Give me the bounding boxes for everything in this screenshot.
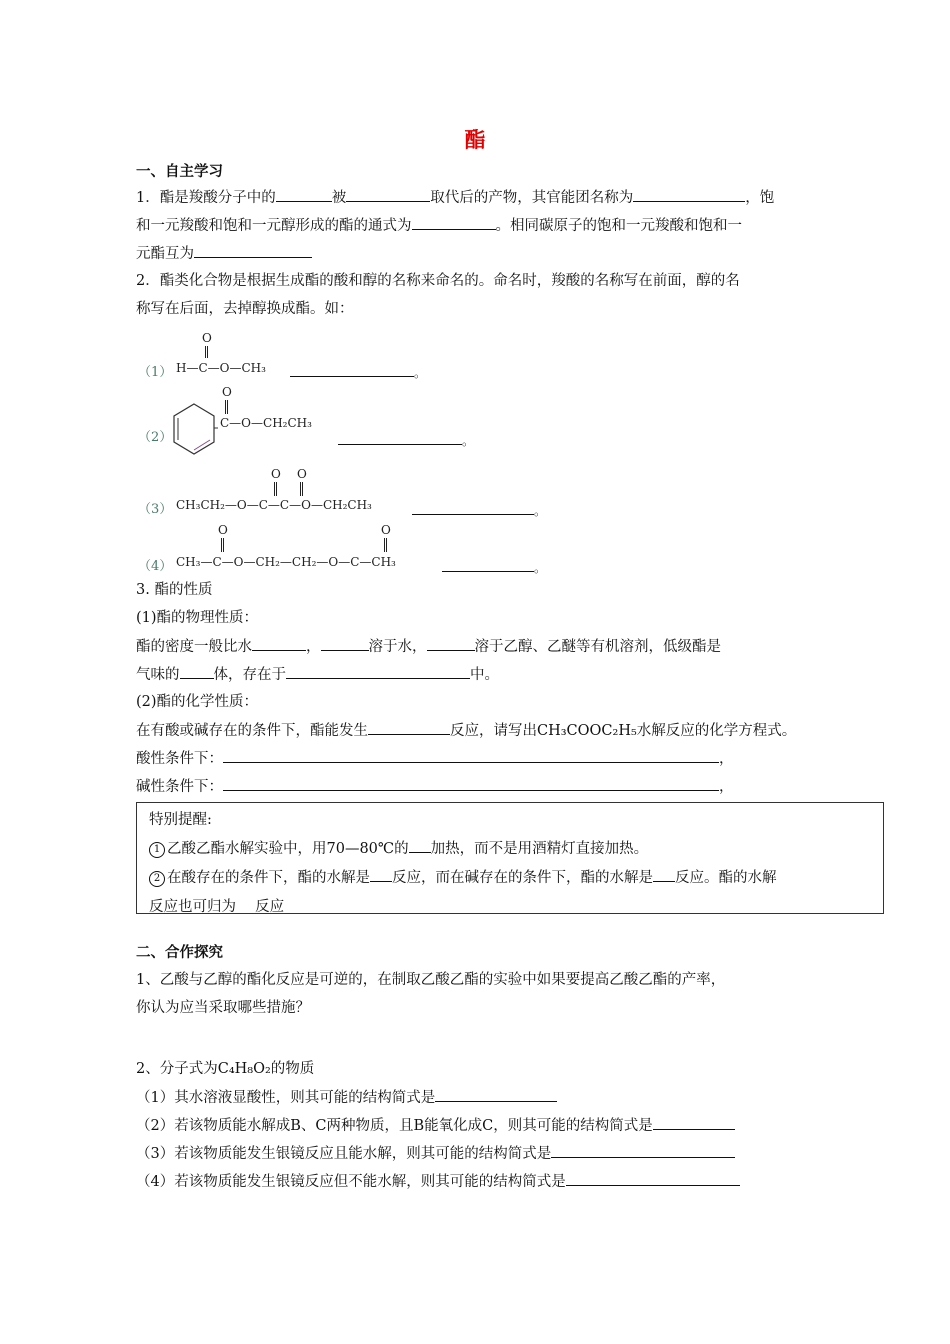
blank[interactable] — [180, 664, 214, 679]
double-bond — [223, 538, 224, 552]
page-title: 酯 — [464, 127, 486, 152]
circle-number-icon: 2 — [149, 871, 165, 887]
blank[interactable] — [346, 187, 430, 202]
blank[interactable] — [412, 215, 496, 230]
double-bond — [207, 346, 208, 358]
benzene-ring-icon — [170, 400, 218, 462]
item-label: （3） — [138, 502, 173, 517]
blank[interactable] — [435, 1087, 557, 1102]
blank[interactable] — [370, 867, 392, 882]
blank[interactable] — [286, 664, 470, 679]
sec2-q1-line1: 1、乙酸与乙醇的酯化反应是可逆的，在制取乙酸乙酯的实验中如果要提高乙酸乙酯的产率， — [136, 972, 726, 988]
sec2-q2: 2、分子式为C₄H₈O₂的物质 — [136, 1061, 315, 1077]
blank[interactable] — [653, 867, 675, 882]
chemical-line1: 在有酸或碱存在的条件下，酯能发生 反应，请写出CH₃COOC₂H₅水解反应的化学方程式。 — [136, 720, 796, 741]
physical-properties-label: (1)酯的物理性质： — [136, 610, 259, 626]
structure-formula-4: CH₃—C—O—CH₂—CH₂—O—C—CH₃ — [176, 555, 396, 569]
blank[interactable] — [633, 187, 745, 202]
circle-number-icon: 1 — [149, 842, 165, 858]
section-heading-1: 一、自主学习 — [136, 163, 223, 180]
double-bond — [386, 538, 387, 552]
q1-line3: 元酯互为 — [136, 243, 312, 264]
q3-heading: 3. 酯的性质 — [136, 582, 213, 598]
double-bond — [384, 538, 385, 552]
answer-line-4[interactable]: 。 — [442, 557, 546, 576]
blank[interactable] — [566, 1171, 740, 1186]
sec2-q1-line2: 你认为应当采取哪些措施？ — [136, 1000, 310, 1016]
double-bond — [276, 482, 277, 496]
carbonyl-oxygen: O — [222, 385, 232, 399]
q1-line2: 和一元羧酸和饱和一元醇形成的酯的通式为 。相同碳原子的饱和一元羧酸和饱和一 — [136, 215, 742, 236]
blank[interactable] — [194, 243, 312, 258]
structure-formula-3: CH₃CH₂—O—C—C—O—CH₂CH₃ — [176, 498, 372, 512]
blank[interactable] — [427, 636, 475, 651]
double-bond — [227, 400, 228, 414]
carbonyl-oxygen: O — [381, 523, 391, 537]
blank[interactable] — [409, 838, 431, 853]
note-item-2: 2 在酸存在的条件下，酯的水解是 反应，而在碱存在的条件下，酯的水解是 反应。酯的水解 — [149, 867, 777, 888]
double-bond — [302, 482, 303, 496]
chemical-properties-label: (2)酯的化学性质： — [136, 694, 259, 710]
blank[interactable] — [653, 1115, 735, 1130]
carbonyl-oxygen: O — [271, 467, 281, 481]
physical-line2: 气味的 体，存在于 中。 — [136, 664, 499, 685]
item-label: （1） — [138, 365, 173, 380]
blank[interactable] — [368, 720, 450, 735]
carbonyl-oxygen: O — [297, 467, 307, 481]
carbonyl-oxygen: O — [218, 523, 228, 537]
blank[interactable] — [223, 748, 719, 763]
base-condition-line: 碱性条件下： ， — [136, 776, 734, 797]
double-bond — [225, 400, 226, 414]
double-bond — [205, 346, 206, 358]
double-bond — [274, 482, 275, 496]
special-reminder-box — [136, 802, 884, 914]
structure-formula-1: H—C—O—CH₃ — [176, 361, 266, 375]
item-label: （4） — [138, 559, 173, 574]
q1-line1: 1．酯是羧酸分子中的 被 取代后的产物，其官能团名称为 ，饱 — [136, 187, 774, 208]
note-item-1: 1 乙酸乙酯水解实验中，用70—80℃的 加热，而不是用酒精灯直接加热。 — [149, 838, 648, 859]
note-item-3: 反应也可归为 反应 — [149, 899, 285, 914]
q2-line2: 称写在后面，去掉醇换成酯。如： — [136, 301, 354, 317]
sec2-sub3: （3）若该物质能发生银镜反应且能水解，则其可能的结构简式是 — [136, 1143, 735, 1164]
answer-line-3[interactable]: 。 — [412, 500, 546, 519]
double-bond — [221, 538, 222, 552]
sec2-sub1: （1）其水溶液显酸性，则其可能的结构简式是 — [136, 1087, 557, 1108]
q2-line1: 2．酯类化合物是根据生成酯的酸和醇的名称来命名的。命名时，羧酸的名称写在前面，醇的名 — [136, 273, 740, 289]
blank[interactable] — [223, 776, 719, 791]
note-title: 特别提醒: — [149, 812, 212, 828]
answer-line-2[interactable]: 。 — [338, 430, 474, 449]
blank[interactable] — [276, 187, 332, 202]
sec2-sub4: （4）若该物质能发生银镜反应但不能水解，则其可能的结构简式是 — [136, 1171, 740, 1192]
double-bond — [300, 482, 301, 496]
carbonyl-oxygen: O — [202, 331, 212, 345]
sec2-sub2: （2）若该物质能水解成B、C两种物质，且B能氧化成C，则其可能的结构简式是 — [136, 1115, 735, 1136]
acid-condition-line: 酸性条件下： ， — [136, 748, 734, 769]
blank[interactable] — [321, 636, 369, 651]
answer-line-1[interactable]: 。 — [290, 362, 426, 381]
blank[interactable] — [551, 1143, 735, 1158]
section-heading-2: 二、合作探究 — [136, 944, 223, 961]
physical-line1: 酯的密度一般比水 ， 溶于水， 溶于乙醇、乙醚等有机溶剂，低级酯是 — [136, 636, 721, 657]
item-label: （2） — [138, 430, 173, 445]
blank[interactable] — [252, 636, 306, 651]
structure-formula-2: C—O—CH₂CH₃ — [220, 416, 312, 430]
